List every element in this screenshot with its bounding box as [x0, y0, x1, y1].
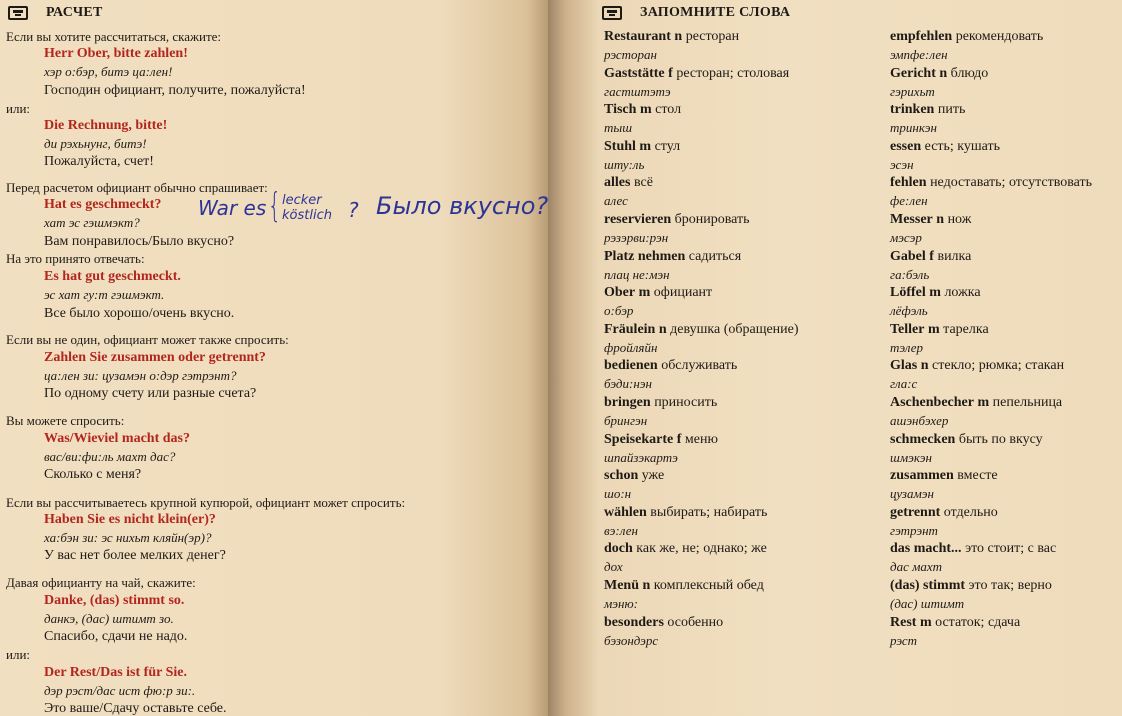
- russian-meaning: пить: [937, 102, 966, 118]
- russian-translation: Пожалуйста, счет!: [44, 154, 154, 169]
- pronunciation: бэди:нэн: [604, 376, 652, 392]
- vocab-entry: [604, 101, 681, 119]
- pronunciation: фе:лен: [890, 193, 928, 209]
- pronunciation: гэрихьт: [890, 83, 935, 99]
- russian-translation: Господин официант, получите, пожалуйста!: [44, 83, 306, 98]
- russian-meaning: официант: [653, 285, 713, 301]
- russian-meaning: тарелка: [943, 321, 989, 337]
- gender-marker: f: [668, 65, 673, 81]
- russian-meaning: садиться: [688, 248, 742, 264]
- russian-meaning: стекло; рюмка; стакан: [932, 358, 1065, 374]
- gender-marker: m: [638, 285, 651, 301]
- russian-meaning: недоставать; отсутствовать: [930, 175, 1092, 191]
- vocab-entry: [604, 504, 767, 522]
- german-word: Gaststätte: [604, 65, 665, 81]
- handwritten-russian: Было вкусно?: [376, 192, 548, 220]
- vocab-entry: [890, 28, 1043, 46]
- pronunciation: шту:ль: [604, 156, 645, 172]
- pronunciation: фройляйн: [604, 339, 658, 355]
- german-word: Menü: [604, 578, 639, 593]
- german-word: zusammen: [890, 468, 954, 484]
- pronunciation: плац не:мэн: [604, 266, 670, 282]
- transcription: вас/ви:фи:ль махт дас?: [44, 449, 176, 464]
- russian-meaning: это стоит; с вас: [965, 541, 1057, 557]
- russian-translation: Спасибо, сдачи не надо.: [44, 629, 188, 644]
- vocab-entry: [604, 540, 767, 558]
- pronunciation: шмэкэн: [890, 449, 932, 465]
- pronunciation: мэсэр: [890, 230, 922, 245]
- russian-meaning: вместе: [957, 468, 998, 484]
- german-word: Fräulein: [604, 321, 656, 337]
- german-word: (das) stimmt: [890, 578, 966, 593]
- pronunciation: рэст: [890, 632, 918, 648]
- pronunciation: вэ:лен: [604, 522, 638, 538]
- german-word: Glas: [890, 358, 918, 374]
- russian-meaning: нож: [947, 212, 972, 227]
- right-section-title: ЗАПОМНИТЕ СЛОВА: [640, 5, 791, 20]
- left-page: [0, 0, 548, 716]
- vocab-entry: [604, 65, 789, 83]
- pronunciation: лёфэль: [890, 303, 928, 319]
- pronunciation: эмпфе:лен: [890, 47, 948, 62]
- handwritten-option-1: lecker: [282, 193, 322, 208]
- german-word: schmecken: [890, 431, 956, 447]
- russian-meaning: стол: [655, 102, 682, 118]
- pronunciation: дас махт: [890, 559, 943, 575]
- german-phrase: Der Rest/Das ist für Sie.: [44, 665, 187, 680]
- german-phrase: Hat es geschmeckt?: [44, 197, 162, 212]
- vocab-entry: [604, 138, 680, 156]
- german-word: Platz nehmen: [604, 248, 686, 264]
- intro-text: Если вы не один, официант может также спросить:: [6, 332, 289, 347]
- german-word: Restaurant: [604, 29, 671, 44]
- gender-marker: m: [639, 138, 652, 154]
- transcription: хэр о:бэр, битэ ца:лен!: [44, 64, 173, 79]
- russian-meaning: отдельно: [943, 504, 998, 520]
- transcription: ди рэхьнунг, битэ!: [44, 136, 147, 151]
- vocab-entry: [890, 357, 1064, 375]
- vocab-entry: [890, 504, 998, 522]
- russian-meaning: ложка: [944, 285, 981, 301]
- pronunciation: тыш: [604, 120, 633, 136]
- transcription: ха:бэн зи: эс нихьт кляйн(эр)?: [44, 530, 212, 545]
- intro-text: или:: [6, 101, 31, 116]
- left-section-title: РАСЧЕТ: [46, 5, 103, 20]
- vocab-entry: [890, 431, 1043, 449]
- pronunciation: гастштэтэ: [604, 83, 671, 99]
- gender-marker: n: [658, 321, 667, 337]
- russian-meaning: комплексный обед: [653, 578, 764, 593]
- vocab-entry: [890, 540, 1056, 558]
- german-phrase: Es hat gut geschmeckt.: [44, 269, 181, 284]
- intro-text: Давая официанту на чай, скажите:: [6, 575, 196, 590]
- german-phrase: Zahlen Sie zusammen oder getrennt?: [44, 350, 266, 365]
- vocab-entry: [604, 284, 712, 302]
- handwritten-prefix: War es: [198, 196, 267, 220]
- gender-marker: n: [674, 29, 683, 44]
- pronunciation: ашэнбэхер: [890, 413, 949, 428]
- gender-marker: m: [929, 285, 941, 301]
- german-word: doch: [604, 541, 633, 557]
- handwritten-option-2: köstlich: [282, 208, 332, 223]
- pronunciation: гэтрэнт: [890, 522, 938, 538]
- german-word: Ober: [604, 285, 636, 301]
- gender-marker: n: [936, 212, 945, 227]
- german-word: Rest: [890, 614, 917, 630]
- right-page: [548, 0, 1122, 716]
- gender-marker: m: [639, 102, 652, 118]
- german-word: das macht...: [890, 541, 962, 557]
- russian-meaning: всё: [633, 175, 653, 191]
- vocab-entry: [890, 248, 971, 266]
- pronunciation: алес: [604, 193, 628, 209]
- transcription: дэр рэст/дас ист фю:р зи:.: [44, 683, 196, 698]
- vocab-entry: [890, 138, 1000, 156]
- pronunciation: рэсторан: [604, 47, 657, 62]
- russian-meaning: приносить: [654, 395, 718, 410]
- gender-marker: m: [919, 614, 932, 630]
- intro-text: Если вы хотите рассчитаться, скажите:: [6, 29, 222, 44]
- transcription: данкэ, (дас) штимт зо.: [44, 611, 174, 626]
- vocab-entry: [890, 211, 971, 229]
- transcription: ца:лен зи: цузамэн о:дэр гэтрэнт?: [44, 368, 237, 383]
- russian-translation: У вас нет более мелких денег?: [44, 548, 226, 563]
- vocab-entry: [604, 211, 750, 229]
- gender-marker: n: [642, 578, 651, 593]
- german-word: Messer: [890, 212, 933, 227]
- gender-marker: m: [977, 395, 990, 410]
- pronunciation: шо:н: [604, 486, 632, 502]
- vocab-entry: [890, 394, 1062, 412]
- german-word: trinken: [890, 102, 935, 118]
- gender-marker: n: [920, 358, 929, 374]
- german-phrase: Haben Sie es nicht klein(er)?: [44, 512, 216, 527]
- vocab-entry: [890, 577, 1052, 595]
- german-word: essen: [890, 138, 922, 154]
- vocab-entry: [890, 284, 981, 302]
- russian-meaning: особенно: [667, 614, 724, 630]
- cassette-icon: [602, 6, 622, 20]
- vocab-entry: [604, 467, 664, 485]
- german-word: getrennt: [890, 504, 941, 520]
- russian-meaning: блюдо: [950, 65, 989, 81]
- gender-marker: n: [939, 65, 948, 81]
- pronunciation: эсэн: [890, 156, 914, 172]
- pronunciation: (дас) штимт: [890, 596, 965, 611]
- russian-meaning: как же, не; однако; же: [636, 541, 767, 557]
- pronunciation: шпайзэкартэ: [604, 449, 678, 465]
- german-word: bringen: [604, 395, 651, 410]
- vocab-entry: [890, 174, 1092, 192]
- german-word: Gericht: [890, 65, 936, 81]
- vocab-entry: [604, 28, 739, 46]
- intro-text: Перед расчетом официант обычно спрашивает:: [6, 180, 268, 195]
- russian-translation: Все было хорошо/очень вкусно.: [44, 306, 235, 321]
- russian-meaning: ресторан: [685, 29, 740, 44]
- german-word: Aschenbecher: [890, 395, 974, 410]
- german-word: Speisekarte: [604, 431, 674, 447]
- german-word: schon: [604, 468, 639, 484]
- russian-meaning: быть по вкусу: [958, 431, 1043, 447]
- pronunciation: тэлер: [890, 339, 924, 355]
- german-word: Löffel: [890, 285, 926, 301]
- vocab-entry: [604, 394, 717, 412]
- vocab-entry: [890, 101, 965, 119]
- intro-text: На это принято отвечать:: [6, 251, 145, 266]
- russian-translation: Сколько с меня?: [44, 467, 142, 482]
- pronunciation: дох: [604, 559, 623, 575]
- russian-meaning: остаток; сдача: [935, 614, 1021, 630]
- russian-meaning: выбирать; набирать: [650, 504, 768, 520]
- russian-meaning: уже: [641, 468, 665, 484]
- russian-meaning: вилка: [937, 248, 972, 264]
- russian-meaning: стул: [654, 138, 681, 154]
- german-word: wählen: [604, 504, 647, 520]
- right-section-header: [602, 2, 790, 24]
- vocab-entry: [890, 467, 998, 485]
- german-word: fehlen: [890, 175, 927, 191]
- russian-meaning: ресторан; столовая: [676, 65, 790, 81]
- german-word: empfehlen: [890, 29, 953, 44]
- gender-marker: f: [676, 431, 682, 447]
- german-phrase: Was/Wieviel macht das?: [44, 431, 190, 446]
- vocab-entry: [604, 431, 718, 449]
- german-word: Teller: [890, 321, 925, 337]
- russian-meaning: пепельница: [992, 395, 1063, 410]
- russian-meaning: это так; верно: [968, 578, 1052, 593]
- handwritten-question-mark: ?: [348, 198, 359, 222]
- pronunciation: цузамэн: [890, 486, 934, 502]
- russian-translation: По одному счету или разные счета?: [44, 386, 257, 401]
- russian-translation: Это ваше/Сдачу оставьте себе.: [44, 701, 227, 716]
- vocab-entry: [604, 321, 799, 339]
- pronunciation: бэзондэрс: [604, 632, 659, 648]
- vocab-entry: [890, 321, 989, 339]
- vocab-entry: [890, 65, 988, 83]
- german-phrase: Danke, (das) stimmt so.: [44, 593, 185, 608]
- german-word: Gabel: [890, 248, 926, 264]
- german-word: besonders: [604, 614, 664, 630]
- transcription: эс хат гу:т гэшмэкт.: [44, 287, 165, 302]
- russian-translation: Вам понравилось/Было вкусно?: [44, 234, 235, 249]
- german-word: Tisch: [604, 102, 637, 118]
- left-section-header: [8, 2, 103, 24]
- german-word: reservieren: [604, 212, 672, 227]
- vocab-entry: [604, 174, 653, 192]
- pronunciation: брингэн: [604, 413, 648, 428]
- russian-meaning: обслуживать: [661, 358, 738, 374]
- german-phrase: Die Rechnung, bitte!: [44, 118, 168, 133]
- pronunciation: га:бэль: [890, 266, 930, 282]
- pronunciation: мэню:: [604, 596, 638, 611]
- pronunciation: рэзэрви:рэн: [604, 230, 669, 245]
- russian-meaning: есть; кушать: [924, 138, 1001, 154]
- german-phrase: Herr Ober, bitte zahlen!: [44, 46, 188, 61]
- intro-text: Если вы рассчитываетесь крупной купюрой, официант может спросить:: [6, 495, 406, 510]
- vocab-entry: [604, 248, 741, 266]
- cassette-icon: [8, 6, 28, 20]
- transcription: хат эс гэшмэкт?: [44, 215, 140, 230]
- intro-text: или:: [6, 647, 31, 662]
- german-word: bedienen: [604, 358, 658, 374]
- vocab-entry: [604, 577, 764, 595]
- russian-meaning: меню: [684, 431, 718, 447]
- pronunciation: тринкэн: [890, 120, 937, 136]
- pronunciation: о:бэр: [604, 303, 634, 319]
- gender-marker: m: [927, 321, 940, 337]
- vocab-entry: [604, 614, 723, 632]
- vocab-entry: [604, 357, 737, 375]
- vocab-entry: [890, 614, 1020, 632]
- russian-meaning: бронировать: [674, 212, 750, 227]
- russian-meaning: рекомендовать: [955, 29, 1044, 44]
- pronunciation: гла:с: [890, 376, 918, 392]
- german-word: alles: [604, 175, 631, 191]
- german-word: Stuhl: [604, 138, 636, 154]
- russian-meaning: девушка (обращение): [670, 321, 799, 337]
- handwritten-brace: {: [268, 186, 281, 226]
- intro-text: Вы можете спросить:: [6, 413, 125, 428]
- gender-marker: f: [929, 248, 934, 264]
